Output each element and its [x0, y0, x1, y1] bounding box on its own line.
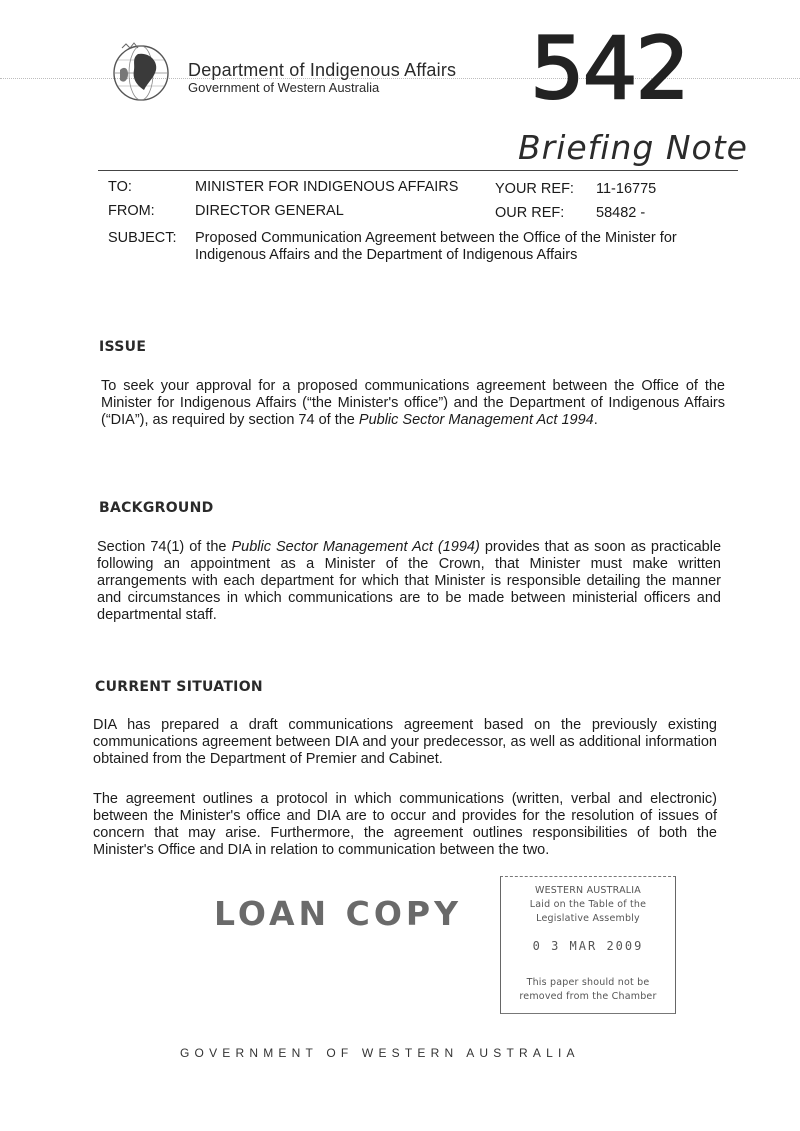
footer-government: GOVERNMENT OF WESTERN AUSTRALIA: [180, 1046, 580, 1060]
background-act-title: Public Sector Management Act (1994): [231, 539, 480, 555]
stamp-line-2: Laid on the Table of the: [529, 899, 647, 910]
current-paragraph-2: The agreement outlines a protocol in which communications (written, verbal and electronic) between the Minister's office and DIA are to occur and provides for the resolution of issues of concern that may arise. Furthermore, the agreement outlines responsibilities of both the Minister's Office and DIA in relation to communication between the two.: [93, 791, 717, 858]
to-label: TO:: [108, 179, 132, 195]
to-value: MINISTER FOR INDIGENOUS AFFAIRS: [195, 179, 459, 195]
subject-line-1: Proposed Communication Agreement between the Office of the Minister for: [195, 230, 677, 246]
loan-copy-stamp: LOAN COPY: [214, 894, 463, 933]
tabled-paper-stamp: [500, 876, 676, 1014]
background-heading: BACKGROUND: [99, 500, 214, 516]
org-name: Department of Indigenous Affairs: [188, 60, 457, 80]
issue-act-title: Public Sector Management Act 1994: [358, 412, 594, 428]
background-text-b: provides that as soon as practicable following an appointment as a Minister of the Crown, that Minister must make written arrangements with each department for which that Minister is responsible detailing the manner and circumstances in which communications are to be made between ministerial officers and departmental staff.: [97, 539, 722, 623]
subject-label: SUBJECT:: [108, 230, 177, 246]
current-paragraph-1: DIA has prepared a draft communications agreement based on the previously existing communications agreement between DIA and your predecessor, as well as additional information obtained from the Department of Premier and Cabinet.: [93, 717, 717, 767]
from-label: FROM:: [108, 203, 155, 219]
document-title: Briefing Note: [518, 128, 748, 167]
current-situation-heading: CURRENT SITUATION: [95, 679, 263, 695]
stamp-line-5: removed from the Chamber: [519, 991, 657, 1002]
our-ref-value: 58482 -: [596, 205, 646, 221]
stamp-line-3: Legislative Assembly: [536, 913, 640, 924]
title-rule: [98, 170, 738, 171]
from-value: DIRECTOR GENERAL: [195, 203, 344, 219]
issue-paragraph: [101, 378, 725, 429]
issue-text-a: To seek your approval for a proposed communications agreement between the Office of the Minister for Indigenous Affairs (“the Minister's office”) and the Department of Indigenous Affairs (“DIA”), as required by section 74 of the: [101, 378, 725, 428]
handwritten-number-text: 542: [530, 19, 689, 116]
background-text-a: Section 74(1) of the: [97, 539, 232, 555]
issue-heading: ISSUE: [99, 339, 147, 355]
globe-logo-icon: [108, 40, 174, 106]
stamp-line-4: This paper should not be: [526, 977, 650, 988]
our-ref-label: OUR REF:: [495, 205, 565, 221]
stamp-line-1: WESTERN AUSTRALIA: [535, 885, 641, 896]
issue-text-b: .: [593, 412, 598, 428]
background-paragraph: [97, 539, 721, 624]
your-ref-label: YOUR REF:: [495, 181, 574, 197]
handwritten-number: [520, 16, 720, 116]
stamp-date: 0 3 MAR 2009: [532, 939, 644, 953]
org-subtitle: Government of Western Australia: [188, 80, 380, 95]
subject-line-2: Indigenous Affairs and the Department of Indigenous Affairs: [195, 247, 578, 263]
your-ref-value: 11-16775: [596, 181, 657, 197]
